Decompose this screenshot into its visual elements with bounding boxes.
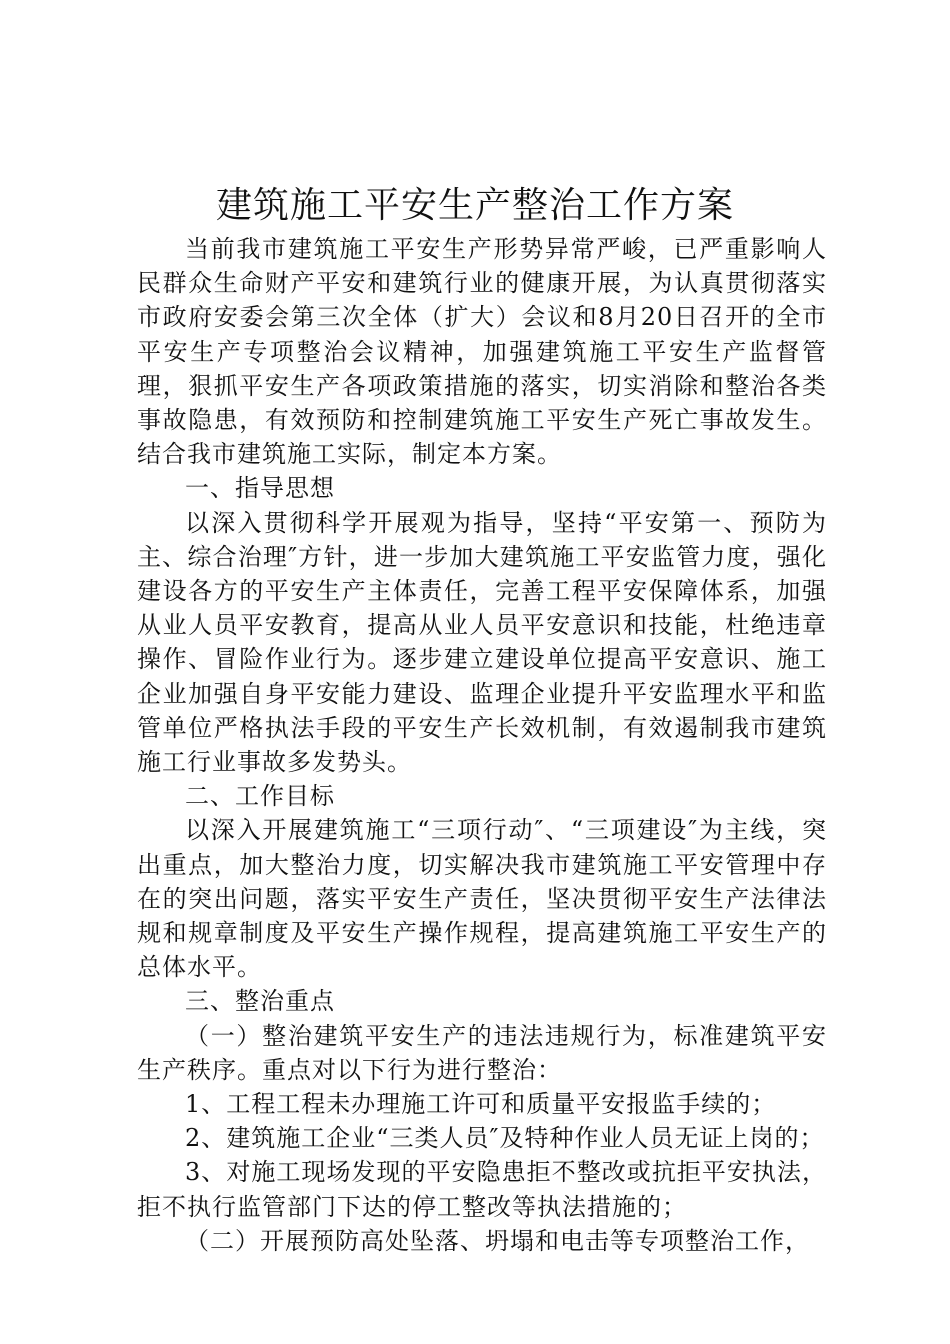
document-body: [137, 232, 827, 1258]
paragraph-intro: 当前我市建筑施工平安生产形势异常严峻，已严重影响人民群众生命财产平安和建筑行业的健康开展，为认真贯彻落实市政府安委会第三次全体（扩大）会议和8月20日召开的全市平安生产专项整治会议精神，加强建筑施工平安生产监督管理，狠抓平安生产各项政策措施的落实，切实消除和整治各类事故隐患，有效预防和控制建筑施工平安生产死亡事故发生。结合我市建筑施工实际，制定本方案。: [137, 235, 827, 469]
paragraph-key-point-2: （二）开展预防高处坠落、坍塌和电击等专项整治工作，: [185, 1226, 810, 1255]
paragraph-work-goals: 以深入开展建筑施工“三项行动″、“三项建设″为主线，突出重点，加大整治力度，切实解决我市建筑施工平安管理中存在的突出问题，落实平安生产责任，坚决贯彻平安生产法律法规和规章制度及平安生产操作规程，提高建筑施工平安生产的总体水平。: [137, 816, 827, 982]
list-item-3: 3、对施工现场发现的平安隐患拒不整改或抗拒平安执法，拒不执行监管部门下达的停工整改等执法措施的；: [137, 1158, 827, 1221]
section-heading-key-points: 三、整治重点: [185, 987, 335, 1016]
paragraph-guiding-thought: 以深入贯彻科学开展观为指导，坚持“平安第一、预防为主、综合治理″方针，进一步加大建筑施工平安监管力度，强化建设各方的平安生产主体责任，完善工程平安保障体系，加强从业人员平安教育，提高从业人员平安意识和技能，杜绝违章操作、冒险作业行为。逐步建立建设单位提高平安意识、施工企业加强自身平安能力建设、监理企业提升平安监理水平和监管单位严格执法手段的平安生产长效机制，有效遏制我市建筑施工行业事故多发势头。: [137, 508, 827, 777]
document-title: 建筑施工平安生产整治工作方案: [215, 185, 734, 226]
section-heading-guiding-thought: 一、指导思想: [185, 474, 335, 503]
paragraph-key-point-1: （一）整治建筑平安生产的违法违规行为，标准建筑平安生产秩序。重点对以下行为进行整治：: [137, 1021, 827, 1084]
section-heading-work-goals: 二、工作目标: [185, 782, 335, 811]
list-item-2: 2、建筑施工企业“三类人员″及特种作业人员无证上岗的；: [185, 1124, 825, 1153]
list-item-1: 1、工程工程未办理施工许可和质量平安报监手续的；: [185, 1090, 777, 1119]
